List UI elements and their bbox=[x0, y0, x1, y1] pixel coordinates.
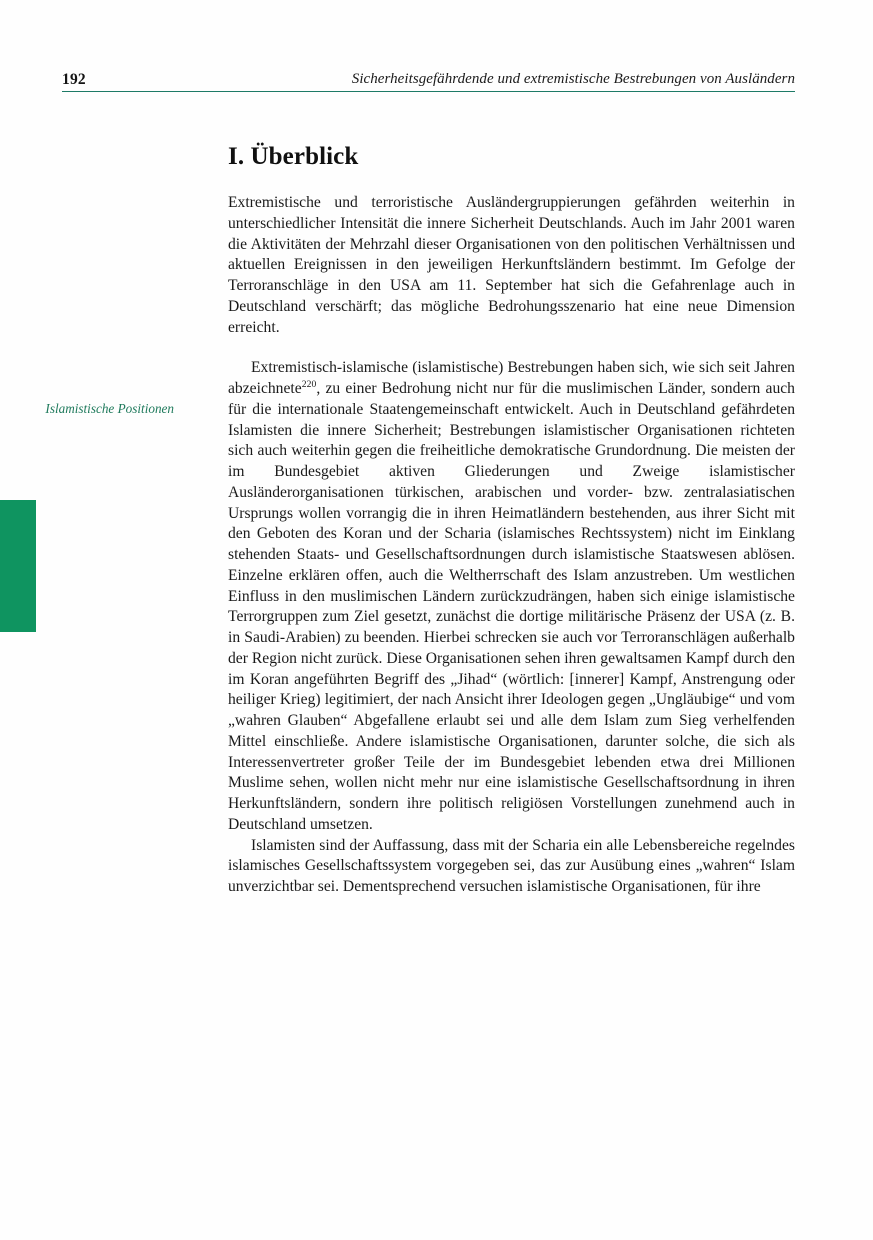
page-number: 192 bbox=[62, 70, 86, 88]
chapter-tab-marker bbox=[0, 500, 36, 632]
paragraph-text-after-footnote: , zu einer Bedrohung nicht nur für die muslimischen Länder, sondern auch für die internationale Staatengemeinschaft entwickelt. Auch in Deutschland gefährdeten Islamisten die innere Sicherheit; Bestrebungen islamistischer Organisationen richteten sich auch weiterhin gegen die freiheitliche demokratische Grundordnung. Die meisten der im Bundesgebiet aktiven Gliederungen und Zweige islamistischer Ausländerorganisationen türkischen, arabischen und vorder- bzw. zentralasiatischen Ursprungs wollen vorrangig die in ihren Heimatländern bestehenden, aus ihrer Sicht mit den Geboten des Koran und der Scharia (islamisches Rechtssystem) nicht im Einklang stehenden Staats- und Gesellschaftsordnungen durch islamistische Staatswesen ablösen. Einzelne erklären offen, auch die Weltherrschaft des Islam anzustreben. Um westlichen Einfluss in den muslimischen Ländern zurückzudrängen, haben sich einige islamistische Terrorgruppen zum Ziel gesetzt, zunächst die dortige militärische Präsenz der USA (z. B. in Saudi-Arabien) zu beenden. Hierbei schrecken sie auch vor Terroranschlägen außerhalb der Region nicht zurück. Diese Organisationen sehen ihren gewaltsamen Kampf durch den im Koran angeführten Begriff des „Jihad“ (wörtlich: [innerer] Kampf, Anstrengung oder heiliger Krieg) legitimiert, der nach Ansicht ihrer Ideologen gegen „Ungläubige“ und vom „wahren Glauben“ Abgefallene erlaubt sei und alle dem Islam zum Sieg verhelfenden Mittel einschließe. Andere islamistische Organisationen, darunter solche, die sich als Interessenvertreter großer Teile der im Bundesgebiet lebenden etwa drei Millionen Muslime sehen, wollen nicht mehr nur eine islamistische Gesellschaftsordnung in ihren Herkunftsländern, sondern ihre politisch religiösen Vorstellungen zunehmend auch in Deutschland umsetzen. bbox=[228, 380, 795, 833]
footnote-reference-220[interactable]: 220 bbox=[301, 378, 317, 390]
paragraph-islamisten-scharia: Islamisten sind der Auffassung, dass mit der Scharia ein alle Lebensbereiche regelndes islamisches Gesellschaftssystem vorgegeben sei, das zur Ausübung eines „wahren“ Islam unverzichtbar sei. Dementsprechend versuchen islamistische Organisationen, für ihre bbox=[228, 836, 795, 895]
running-head-title: Sicherheitsgefährdende und extremistische Bestrebungen von Ausländern bbox=[351, 71, 795, 87]
section-heading: I. Überblick bbox=[228, 142, 359, 170]
paragraph-islamistische-positionen bbox=[228, 358, 795, 835]
paragraph-text-before-footnote: Extremistisch-islamische (islamistische) Bestrebungen haben sich, wie sich seit Jahren abzeichnete bbox=[228, 359, 795, 397]
running-head bbox=[62, 60, 795, 92]
paragraph-intro: Extremistische und terroristische Ausländergruppierungen gefährden weiterhin in unterschiedlicher Intensität die innere Sicherheit Deutschlands. Auch im Jahr 2001 waren die Aktivitäten der Mehrzahl dieser Organisationen von den politischen Verhältnissen und aktuellen Ereignissen in den jeweiligen Herkunftsländern bestimmt. Im Gefolge der Terroranschläge in den USA am 11. September hat sich die Gefahrenlage auch in Deutschland verschärft; das mögliche Bedrohungsszenario hat eine neue Dimension erreicht. bbox=[228, 194, 795, 336]
margin-note-islamistische-positionen: Islamistische Positionen bbox=[45, 401, 174, 416]
body-text-column bbox=[228, 193, 795, 898]
